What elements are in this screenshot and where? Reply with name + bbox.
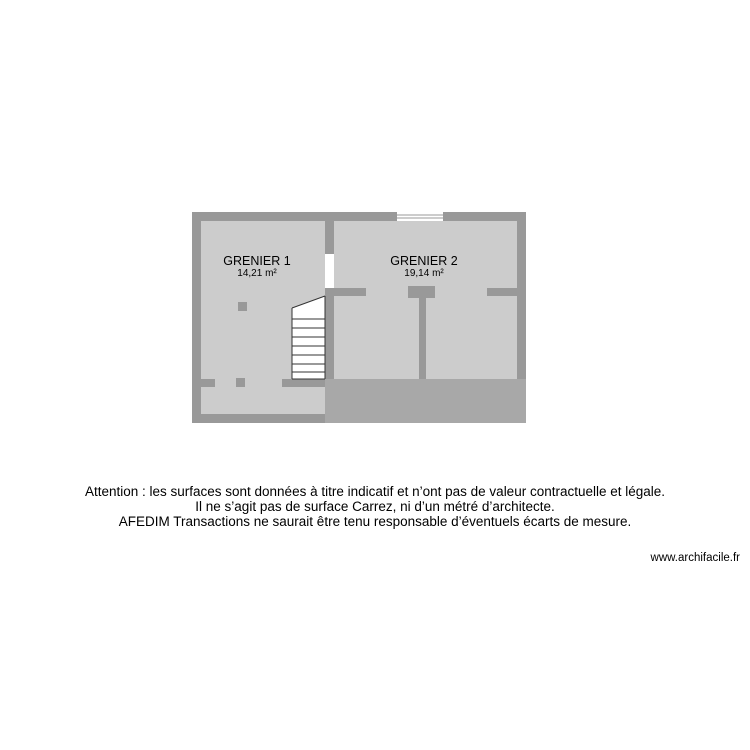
door-opening xyxy=(325,254,334,288)
roof-slope-area xyxy=(325,379,526,423)
room-name-grenier-1: GRENIER 1 xyxy=(223,254,291,268)
room-area-grenier-2: 19,14 m² xyxy=(404,268,444,279)
beam-middle xyxy=(408,286,435,298)
beam-bottom-center xyxy=(236,378,245,387)
room-name-grenier-2: GRENIER 2 xyxy=(390,254,458,268)
beam-left xyxy=(334,288,366,296)
disclaimer-line-3: AFEDIM Transactions ne saurait être tenu responsable d’éventuels écarts de mesure. xyxy=(118,514,632,529)
pillar xyxy=(238,302,247,311)
room-area-grenier-1: 14,21 m² xyxy=(237,268,277,279)
disclaimer xyxy=(0,484,750,529)
website-link: www.archifacile.fr xyxy=(650,552,740,564)
window xyxy=(397,212,443,221)
beam-bottom-left xyxy=(201,379,215,387)
beam-bottom-right xyxy=(282,379,325,387)
beam-right xyxy=(487,288,517,296)
post-middle xyxy=(419,298,426,379)
disclaimer-line-1: Attention : les surfaces sont données à titre indicatif et n’ont pas de valeur contractuelle et légale. xyxy=(84,484,666,499)
staircase xyxy=(292,296,325,379)
disclaimer-line-2: Il ne s’agit pas de surface Carrez, ni d’un métré d’architecte. xyxy=(195,499,555,514)
